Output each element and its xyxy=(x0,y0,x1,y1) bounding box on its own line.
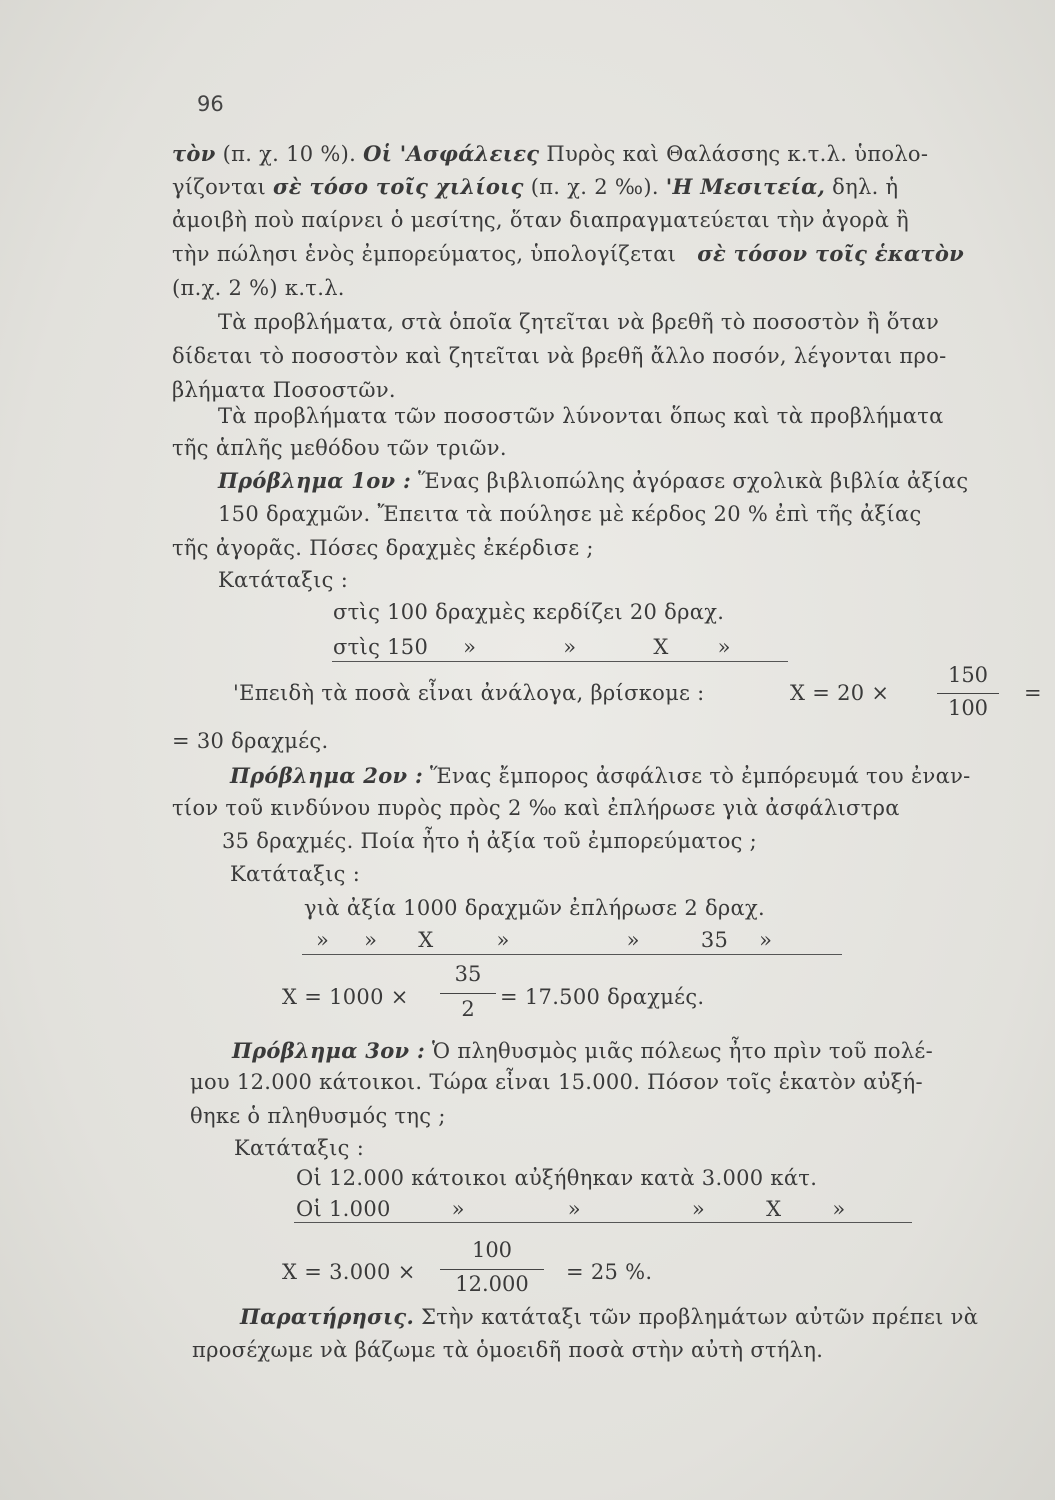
ditto-mark: » xyxy=(759,928,773,952)
intro-line-5: (π.χ. 2 %) κ.τ.λ. xyxy=(172,276,345,300)
para2-line-2: δίδεται τὸ ποσοστὸν καὶ ζητεῖται νὰ βρεθῆ ἄλλο ποσόν, λέγονται προ- xyxy=(172,344,947,368)
term-ton: τὸν xyxy=(172,141,216,166)
problem3-line-2: μου 12.000 κάτοικοι. Τώρα εἶναι 15.000. Πόσον τοῖς ἑκατὸν αὐξή- xyxy=(190,1070,923,1094)
amount-35: 35 xyxy=(700,928,729,952)
intro-line-4 xyxy=(172,243,964,265)
problem2-line-2: τίον τοῦ κινδύνου πυρὸς πρὸς 2 ‰ καὶ ἐπλήρωσε γιὰ ἀσφάλιστρα xyxy=(172,796,900,820)
note-line-1 xyxy=(240,1306,978,1328)
problem1-fraction xyxy=(937,665,999,721)
para3-line-1: Τὰ προβλήματα τῶν ποσοστῶν λύνονται ὅπως καὶ τὰ προβλήματα xyxy=(218,404,944,428)
para3-line-2: τῆς ἁπλῆς μεθόδου τῶν τριῶν. xyxy=(172,436,507,460)
problem1-equation: X = 20 × xyxy=(790,681,890,705)
problem2-row-2 xyxy=(316,930,772,951)
intro-line-3: ἀμοιβὴ ποὺ παίρνει ὁ μεσίτης, ὅταν διαπραγματεύεται τὴν ἀγορὰ ἢ xyxy=(172,208,910,232)
unknown-x: X xyxy=(418,928,434,952)
problem3-rule xyxy=(294,1222,912,1223)
problem3-result: = 25 %. xyxy=(566,1260,653,1284)
problem3-row-2 xyxy=(296,1199,845,1220)
problem2-katataxis: Κατάταξις : xyxy=(230,862,361,886)
term-per-hundred: σὲ τόσον τοῖς ἑκατὸν xyxy=(697,241,965,266)
problem2-equation: X = 1000 × xyxy=(282,985,409,1009)
unknown-x: X xyxy=(653,635,669,659)
problem2-fraction xyxy=(440,964,496,1022)
ditto-mark: » xyxy=(364,928,378,952)
ditto-mark: » xyxy=(496,928,510,952)
ditto-mark: » xyxy=(691,1197,706,1221)
intro-line-1-text: Πυρὸς καὶ Θαλάσσης κ.τ.λ. ὑπολο- xyxy=(546,142,929,166)
problem1-row2-label: στὶς 150 xyxy=(333,635,429,659)
problem3-row2-label: Οἱ 1.000 xyxy=(296,1197,391,1221)
problem3-fraction xyxy=(440,1240,544,1298)
problem3-line-1 xyxy=(232,1040,933,1062)
problem2-line-3: 35 δραχμές. Ποία ἦτο ἡ ἀξία τοῦ ἐμπορεύματος ; xyxy=(222,829,758,853)
fraction-bar xyxy=(440,1269,544,1270)
ditto-mark: » xyxy=(717,635,731,659)
problem3-title: Πρόβλημα 3ον : xyxy=(232,1038,426,1063)
ditto-mark: » xyxy=(626,928,640,952)
term-per-thousand: σὲ τόσο τοῖς χιλίοις xyxy=(273,174,524,199)
problem1-title: Πρόβλημα 1ον : xyxy=(218,468,412,493)
para2-line-3: βλήματα Ποσοστῶν. xyxy=(172,378,396,402)
problem1-result: = 30 δραχμές. xyxy=(172,729,329,753)
fraction-bar xyxy=(440,993,496,994)
problem3-text-1: Ὁ πληθυσμὸς μιᾶς πόλεως ἦτο πρὶν τοῦ πολέ- xyxy=(432,1039,933,1063)
problem2-title: Πρόβλημα 2ον : xyxy=(230,763,424,788)
example-permille: (π. χ. 2 ‰). xyxy=(530,175,659,199)
problem1-rule xyxy=(332,661,788,662)
intro-line-1 xyxy=(172,143,928,165)
problem2-line-1 xyxy=(230,765,971,787)
term-brokerage: 'Η Μεσιτεία, xyxy=(665,174,826,199)
problem3-katataxis: Κατάταξις : xyxy=(234,1136,365,1160)
example-percent: (π. χ. 10 %). xyxy=(222,142,357,166)
problem1-katataxis: Κατάταξις : xyxy=(218,568,349,592)
problem1-line-1 xyxy=(218,470,968,492)
fraction-bar xyxy=(937,693,999,694)
ditto-mark: » xyxy=(563,635,577,659)
fraction-denominator: 2 xyxy=(461,997,475,1021)
unknown-x: X xyxy=(766,1197,782,1221)
problem2-result: = 17.500 δραχμές. xyxy=(500,985,705,1009)
problem1-text-1: Ἕνας βιβλιοπώλης ἀγόρασε σχολικὰ βιβλία ἀξίας xyxy=(418,469,969,493)
ditto-mark: » xyxy=(567,1197,581,1221)
problem3-equation: X = 3.000 × xyxy=(282,1260,416,1284)
problem3-row-1: Οἱ 12.000 κάτοικοι αὐξήθηκαν κατὰ 3.000 κάτ. xyxy=(296,1166,818,1190)
fraction-numerator: 100 xyxy=(471,1238,513,1262)
ditto-mark: » xyxy=(463,635,477,659)
fraction-denominator: 12.000 xyxy=(455,1272,529,1296)
fraction-numerator: 150 xyxy=(947,663,989,687)
problem2-text-1: Ἕνας ἔμπορος ἀσφάλισε τὸ ἐμπόρευμά του ἐναν- xyxy=(430,764,971,788)
intro-line-2 xyxy=(172,176,898,198)
problem1-solution-text: 'Επειδὴ τὰ ποσὰ εἶναι ἀνάλογα, βρίσκομε : xyxy=(233,681,705,705)
problem1-eq-tail: = xyxy=(1024,681,1042,705)
problem1-row-2 xyxy=(333,637,731,658)
fraction-numerator: 35 xyxy=(454,962,482,986)
ditto-mark: » xyxy=(451,1197,465,1221)
ditto-mark: » xyxy=(832,1197,846,1221)
intro-line-4-text: τὴν πώλησι ἑνὸς ἐμπορεύματος, ὑπολογίζεται xyxy=(172,242,677,266)
intro-line-2-end: δηλ. ἡ xyxy=(832,175,899,199)
problem3-line-3: θηκε ὁ πληθυσμός της ; xyxy=(190,1104,446,1128)
note-line-2: προσέχωμε νὰ βάζωμε τὰ ὁμοειδῆ ποσὰ στὴν αὐτὴ στήλη. xyxy=(192,1338,824,1362)
note-title: Παρατήρησις. xyxy=(240,1304,415,1329)
page-number: 96 xyxy=(197,92,224,116)
intro-line-2-start: γίζονται xyxy=(172,175,267,199)
problem2-row-1: γιὰ ἀξία 1000 δραχμῶν ἐπλήρωσε 2 δραχ. xyxy=(304,896,766,920)
problem1-line-2: 150 δραχμῶν. Ἔπειτα τὰ πούλησε μὲ κέρδος 20 % ἐπὶ τῆς ἀξίας xyxy=(218,502,922,526)
ditto-mark: » xyxy=(316,928,330,952)
problem1-line-3: τῆς ἀγορᾶς. Πόσες δραχμὲς ἐκέρδισε ; xyxy=(172,536,594,560)
note-text-1: Στὴν κατάταξι τῶν προβλημάτων αὐτῶν πρέπει νὰ xyxy=(421,1305,979,1329)
term-insurance: Οἱ 'Ασφάλειες xyxy=(363,141,540,166)
problem2-rule xyxy=(302,954,842,955)
para2-line-1: Τὰ προβλήματα, στὰ ὁποῖα ζητεῖται νὰ βρεθῆ τὸ ποσοστὸν ἢ ὅταν xyxy=(218,310,940,334)
problem1-row-1: στὶς 100 δραχμὲς κερδίζει 20 δραχ. xyxy=(333,600,725,624)
fraction-denominator: 100 xyxy=(947,696,989,720)
